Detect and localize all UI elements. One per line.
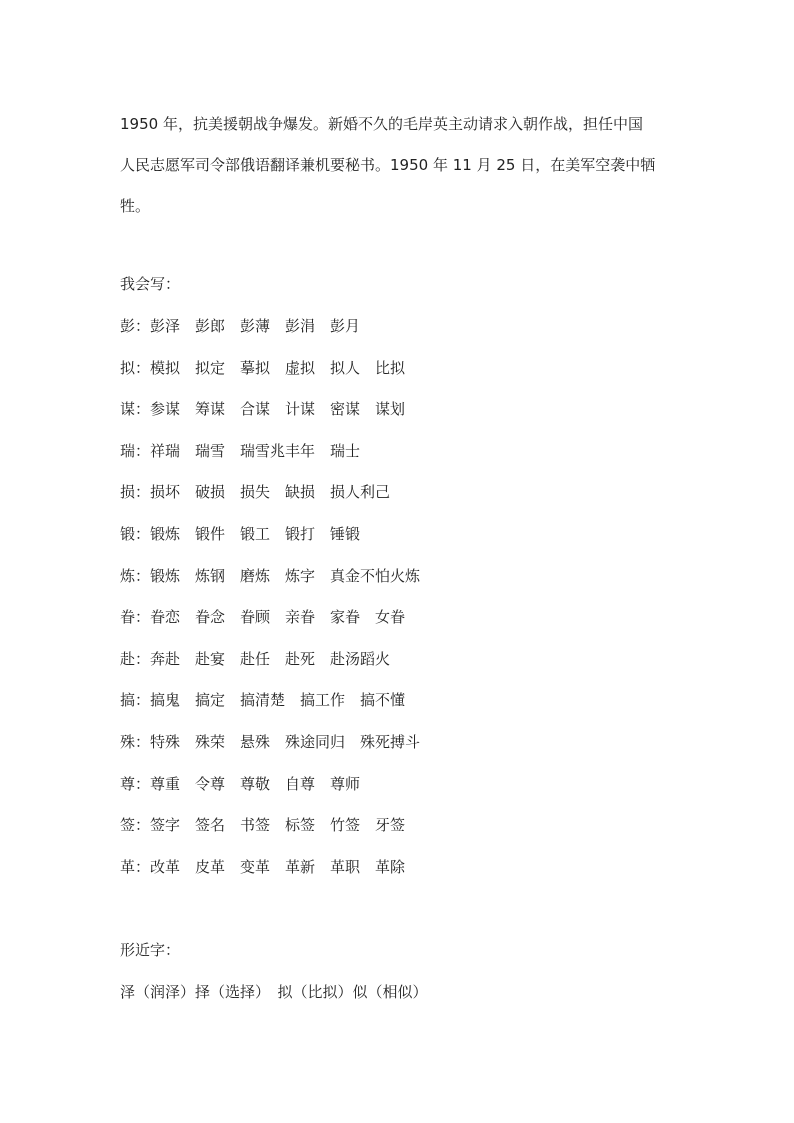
vocab-char: 搞： [120, 691, 151, 710]
vocab-words: 参谋 筹谋 合谋 计谋 密谋 谋划 [150, 400, 406, 419]
vocab-words: 锻炼 锻件 锻工 锻打 锤锻 [150, 524, 361, 543]
vocab-item [120, 730, 420, 772]
similar-chars-line: 泽（润泽）择（选择） 拟（比拟）似（相似） [120, 983, 428, 1001]
vocab-char: 炼： [120, 566, 151, 585]
vocab-item [120, 772, 420, 814]
similar-section-title: 形近字： [120, 941, 181, 959]
write-section-title: 我会写： [120, 275, 181, 293]
vocab-words: 搞鬼 搞定 搞清楚 搞工作 搞不懂 [150, 691, 406, 710]
vocab-item [120, 605, 420, 647]
vocab-item [120, 813, 420, 855]
vocab-item [120, 356, 420, 398]
vocab-item [120, 439, 420, 481]
vocab-words: 模拟 拟定 摹拟 虚拟 拟人 比拟 [150, 358, 406, 377]
vocab-list [120, 314, 420, 896]
vocab-char: 赴： [120, 649, 151, 668]
vocab-item [120, 480, 420, 522]
vocab-char: 革： [120, 857, 151, 876]
vocab-words: 祥瑞 瑞雪 瑞雪兆丰年 瑞士 [150, 441, 361, 460]
vocab-item [120, 522, 420, 564]
vocab-item [120, 688, 420, 730]
vocab-item [120, 314, 420, 356]
intro-line-2: 人民志愿军司令部俄语翻译兼机要秘书。1950 年 11 月 25 日，在美军空袭中牺 [120, 156, 656, 174]
vocab-item [120, 855, 420, 897]
intro-line-3: 牲。 [120, 197, 151, 215]
vocab-words: 特殊 殊荣 悬殊 殊途同归 殊死搏斗 [150, 732, 421, 751]
vocab-words: 改革 皮革 变革 革新 革职 革除 [150, 857, 406, 876]
vocab-words: 奔赴 赴宴 赴任 赴死 赴汤蹈火 [150, 649, 391, 668]
vocab-item [120, 397, 420, 439]
vocab-words: 彭泽 彭郎 彭薄 彭涓 彭月 [150, 317, 361, 335]
vocab-char: 谋： [120, 400, 151, 419]
vocab-item [120, 647, 420, 689]
vocab-char: 损： [120, 483, 151, 502]
vocab-words: 眷恋 眷念 眷顾 亲眷 家眷 女眷 [150, 608, 406, 627]
vocab-char: 彭： [120, 317, 151, 335]
vocab-char: 拟： [120, 358, 151, 377]
vocab-char: 瑞： [120, 441, 151, 460]
vocab-item [120, 564, 420, 606]
vocab-words: 尊重 令尊 尊敬 自尊 尊师 [150, 774, 361, 793]
vocab-words: 损坏 破损 损失 缺损 损人利己 [150, 483, 391, 502]
intro-paragraph [120, 104, 680, 227]
vocab-words: 签字 签名 书签 标签 竹签 牙签 [150, 816, 406, 835]
vocab-char: 签： [120, 816, 151, 835]
vocab-char: 眷： [120, 608, 151, 627]
vocab-words: 锻炼 炼钢 磨炼 炼字 真金不怕火炼 [150, 566, 421, 585]
vocab-char: 殊： [120, 732, 151, 751]
vocab-char: 锻： [120, 524, 151, 543]
intro-line-1: 1950 年，抗美援朝战争爆发。新婚不久的毛岸英主动请求入朝作战，担任中国 [120, 115, 643, 133]
vocab-char: 尊： [120, 774, 151, 793]
